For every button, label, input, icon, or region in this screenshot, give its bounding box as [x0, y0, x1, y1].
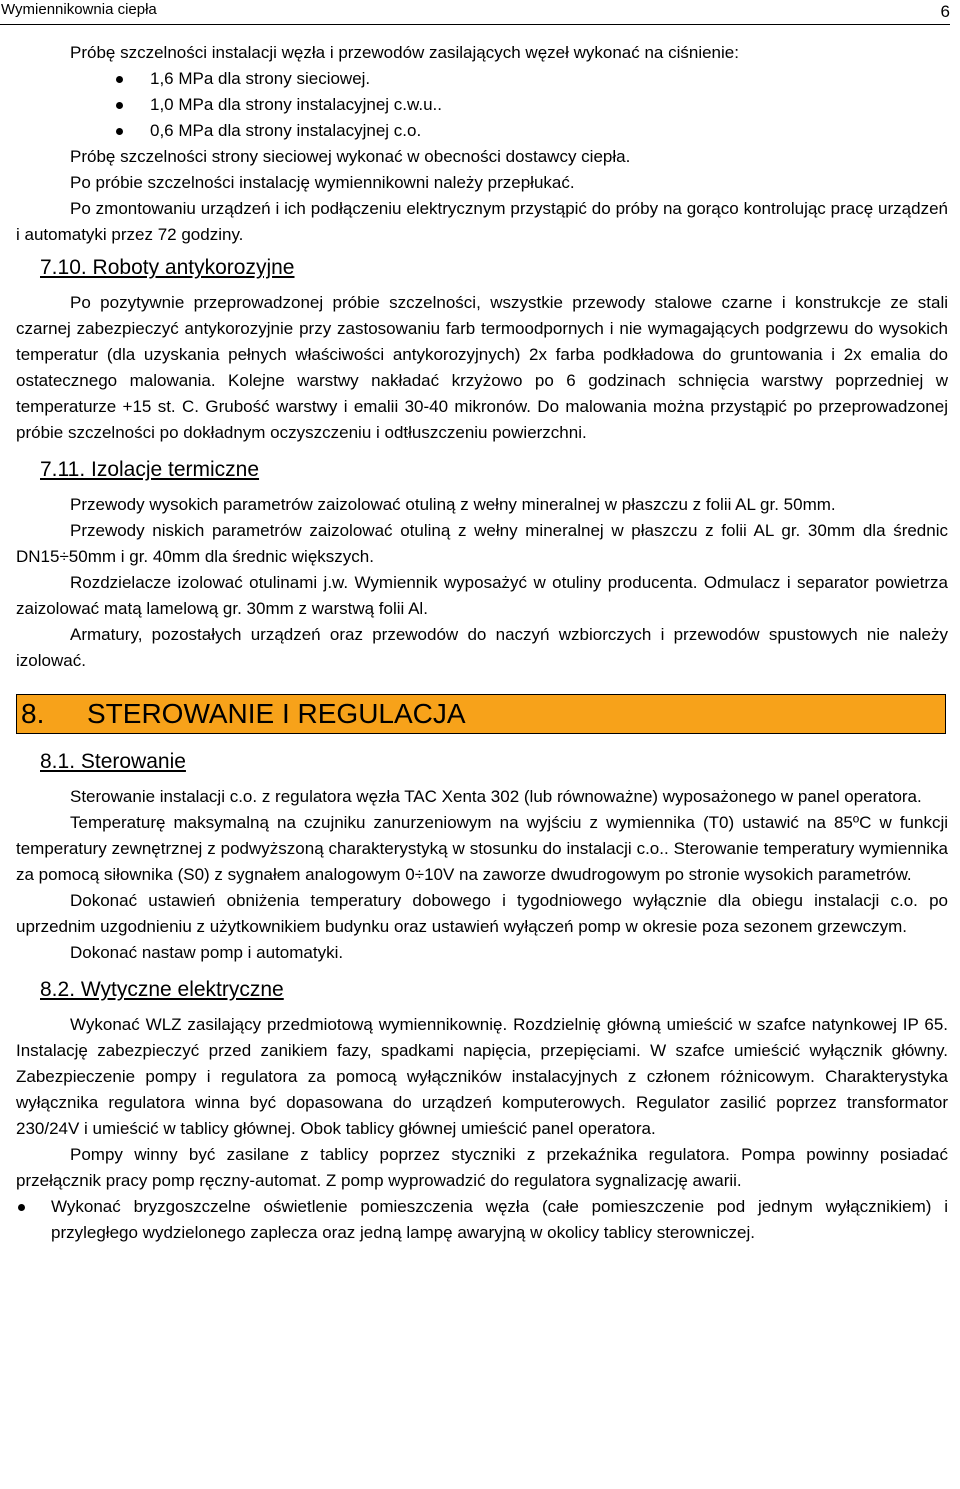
- section-heading-text: 8.1. Sterowanie: [40, 750, 186, 773]
- paragraph: Armatury, pozostałych urządzeń oraz przewodów do naczyń wzbiorczych i przewodów spustowych nie należy izolować.: [16, 625, 948, 670]
- list-item: Wykonać bryzgoszczelne oświetlenie pomieszczenia węzła (całe pomieszczenie pod jednym wyłącznikiem) i przyległego wydzielonego zaplecza oraz jedną lampę awaryjną w okolicy tablicy sterowniczej.: [16, 1194, 948, 1246]
- chapter-title: STEROWANIE I REGULACJA: [87, 698, 466, 729]
- paragraph: Pompy winny być zasilane z tablicy poprzez styczniki z przekaźnika regulatora. Pompa powinny posiadać przełącznik pracy pomp ręczny-automat. Z pomp wyprowadzić do regulatora sygnalizację awarii.: [16, 1145, 948, 1190]
- paragraph: Dokonać nastaw pomp i automatyki.: [70, 943, 344, 962]
- intro-paragraph: Próbę szczelności instalacji węzła i przewodów zasilających węzeł wykonać na ciśnienie:: [70, 43, 739, 62]
- list-item: 1,6 MPa dla strony sieciowej.: [16, 66, 948, 92]
- paragraph: Wykonać WLZ zasilający przedmiotową wymiennikownię. Rozdzielnię główną umieścić w szafce natynkowej IP 65. Instalację zabezpieczyć przed zanikiem fazy, spadkami napięcia, przepięciami. W szafce umieścić wyłącznik główny. Zabezpieczenie pompy i regulatora za pomocą wyłączników instalacyjnych z członem różnicowym. Charakterystyka wyłącznika regulatora winna być dopasowana do urządzeń komputerowych. Regulator zasilić poprzez transformator 230/24V i umieścić w tablicy głównej. Obok tablicy głównej umieścić panel operatora.: [16, 1015, 948, 1138]
- paragraph: Sterowanie instalacji c.o. z regulatora węzła TAC Xenta 302 (lub równoważne) wyposażonego w panel operatora.: [70, 787, 922, 806]
- chapter-heading: [16, 694, 946, 734]
- paragraph: Temperaturę maksymalną na czujniku zanurzeniowym na wyjściu z wymiennika (T0) ustawić na 85ºC w funkcji temperatury zewnętrznej z podwyższoną charakterystyką w stosunku do instalacji c.o.. Sterowanie temperatury wymiennika za pomocą siłownika (S0) z sygnałem analogowym 0÷10V na zaworze dwudrogowym po stronie wysokich parametrów.: [16, 813, 948, 884]
- page-number: 6: [940, 2, 950, 21]
- paragraph: Przewody wysokich parametrów zaizolować otuliną z wełny mineralnej w płaszczu z folii AL gr. 50mm.: [70, 495, 836, 514]
- paragraph: Po zmontowaniu urządzeń i ich podłączeniu elektrycznym przystąpić do próby na gorąco kontrolując pracę urządzeń i automatyki przez 72 godziny.: [16, 199, 948, 244]
- section-heading: [40, 976, 948, 1004]
- paragraph: Po pozytywnie przeprowadzonej próbie szczelności, wszystkie przewody stalowe czarne i konstrukcje ze stali czarnej zabezpieczyć antykorozyjnie przy zastosowaniu farb termoodpornych i nie wymagających podgrzewu do wysokich temperatur (dla uzyskania pełnych właściwości antykorozyjnych) 2x farba podkładowa do gruntowania i 2x emalia do ostatecznego malowania. Kolejne warstwy nakładać krzyżowo po 6 godzinach schnięcia warstwy poprzedniej w temperaturze +15 st. C. Grubość warstwy i emalii 30-40 mikronów. Do malowania można przystąpić po przeprowadzonej próbie szczelności po dokładnym oczyszczeniu i odtłuszczeniu powierzchni.: [16, 293, 948, 442]
- paragraph: Przewody niskich parametrów zaizolować otuliną z wełny mineralnej w płaszczu z folii AL gr. 30mm dla średnic DN15÷50mm i gr. 40mm dla średnic większych.: [16, 521, 948, 566]
- paragraph: Próbę szczelności strony sieciowej wykonać w obecności dostawcy ciepła.: [70, 147, 631, 166]
- paragraph: Dokonać ustawień obniżenia temperatury dobowego i tygodniowego wyłącznie dla obiegu instalacji c.o. po uprzednim uzgodnieniu z użytkownikiem budynku oraz ustawień wyłączeń pomp w okresie poza sezonem grzewczym.: [16, 891, 948, 936]
- section-heading-text: 7.11. Izolacje termiczne: [40, 458, 260, 481]
- paragraph: Po próbie szczelności instalację wymiennikowni należy przepłukać.: [70, 173, 575, 192]
- section-heading: [40, 254, 948, 282]
- page-header: [0, 0, 950, 25]
- section-heading-text: 7.10. Roboty antykorozyjne: [40, 256, 295, 279]
- section-heading-text: 8.2. Wytyczne elektryczne: [40, 978, 284, 1001]
- section-heading: [40, 748, 948, 776]
- pressure-list: [16, 66, 948, 144]
- list-item: 1,0 MPa dla strony instalacyjnej c.w.u..: [16, 92, 948, 118]
- chapter-number: 8.: [21, 698, 45, 729]
- page-content: [16, 40, 948, 1246]
- paragraph: Rozdzielacze izolować otulinami j.w. Wymiennik wyposażyć w otuliny producenta. Odmulacz i separator powietrza zaizolować matą lamelową gr. 30mm z warstwą folii Al.: [16, 573, 948, 618]
- header-title: Wymiennikownia ciepła: [1, 1, 157, 18]
- section-heading: [40, 456, 948, 484]
- lighting-list: [16, 1194, 948, 1246]
- list-item: 0,6 MPa dla strony instalacyjnej c.o.: [16, 118, 948, 144]
